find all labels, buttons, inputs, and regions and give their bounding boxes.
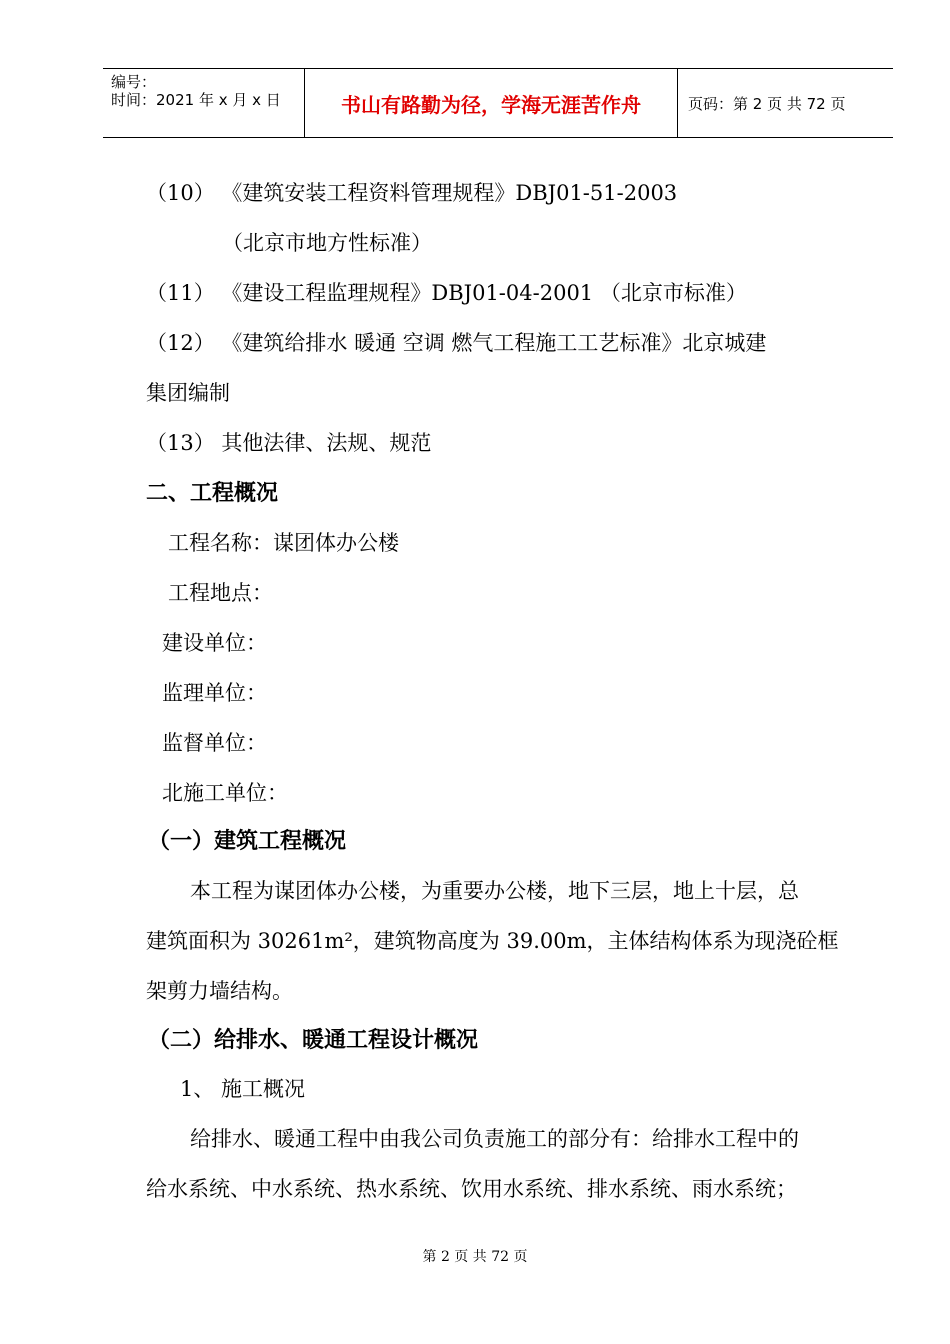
section-heading-overview: 二、工程概况 — [146, 481, 279, 506]
page-footer: 第 2 页 共 72 页 — [422, 1249, 528, 1265]
header-page-cell — [678, 69, 893, 137]
subheading-hvac: （二）给排水、暖通工程设计概况 — [148, 1028, 479, 1053]
ref-item-12: （12） 《建筑给排水 暖通 空调 燃气工程施工工艺标准》北京城建 — [146, 331, 767, 355]
construction-overview-item: 1、 施工概况 — [180, 1077, 306, 1101]
ref-item-10-note: （北京市地方性标准） — [222, 231, 432, 255]
contractor-unit: 北施工单位： — [162, 781, 288, 805]
ref-item-13: （13） 其他法律、法规、规范 — [146, 431, 432, 455]
construction-unit: 建设单位： — [162, 631, 267, 655]
oversight-unit: 监督单位： — [162, 731, 267, 755]
building-para-line-2: 建筑面积为 30261m²，建筑物高度为 39.00m，主体结构体系为现浇砼框 — [146, 929, 839, 953]
page-header — [103, 68, 893, 138]
supervision-unit: 监理单位： — [162, 681, 267, 705]
building-para-line-1: 本工程为谋团体办公楼，为重要办公楼，地下三层，地上十层，总 — [190, 879, 799, 903]
building-para-line-3: 架剪力墙结构。 — [146, 979, 293, 1003]
header-meta — [103, 69, 305, 137]
header-page-info: 页码：第 2 页 共 72 页 — [688, 94, 846, 113]
hvac-para-line-2: 给水系统、中水系统、热水系统、饮用水系统、排水系统、雨水系统； — [146, 1177, 797, 1201]
header-motto: 书山有路勤为径，学海无涯苦作舟 — [341, 92, 641, 117]
ref-item-11: （11） 《建设工程监理规程》DBJ01-04-2001 （北京市标准） — [146, 281, 747, 305]
header-motto-cell — [305, 69, 678, 137]
project-name: 工程名称：谋团体办公楼 — [168, 531, 399, 555]
header-number-label: 编号： — [111, 73, 157, 91]
subheading-building: （一）建筑工程概况 — [148, 829, 347, 854]
hvac-para-line-1: 给排水、暖通工程中由我公司负责施工的部分有：给排水工程中的 — [190, 1127, 799, 1151]
project-location: 工程地点： — [168, 581, 273, 605]
ref-item-12-cont: 集团编制 — [146, 381, 230, 405]
header-time-label: 时间：2021 年 x 月 x 日 — [111, 91, 281, 109]
ref-item-10: （10） 《建筑安装工程资料管理规程》DBJ01-51-2003 — [146, 181, 678, 205]
